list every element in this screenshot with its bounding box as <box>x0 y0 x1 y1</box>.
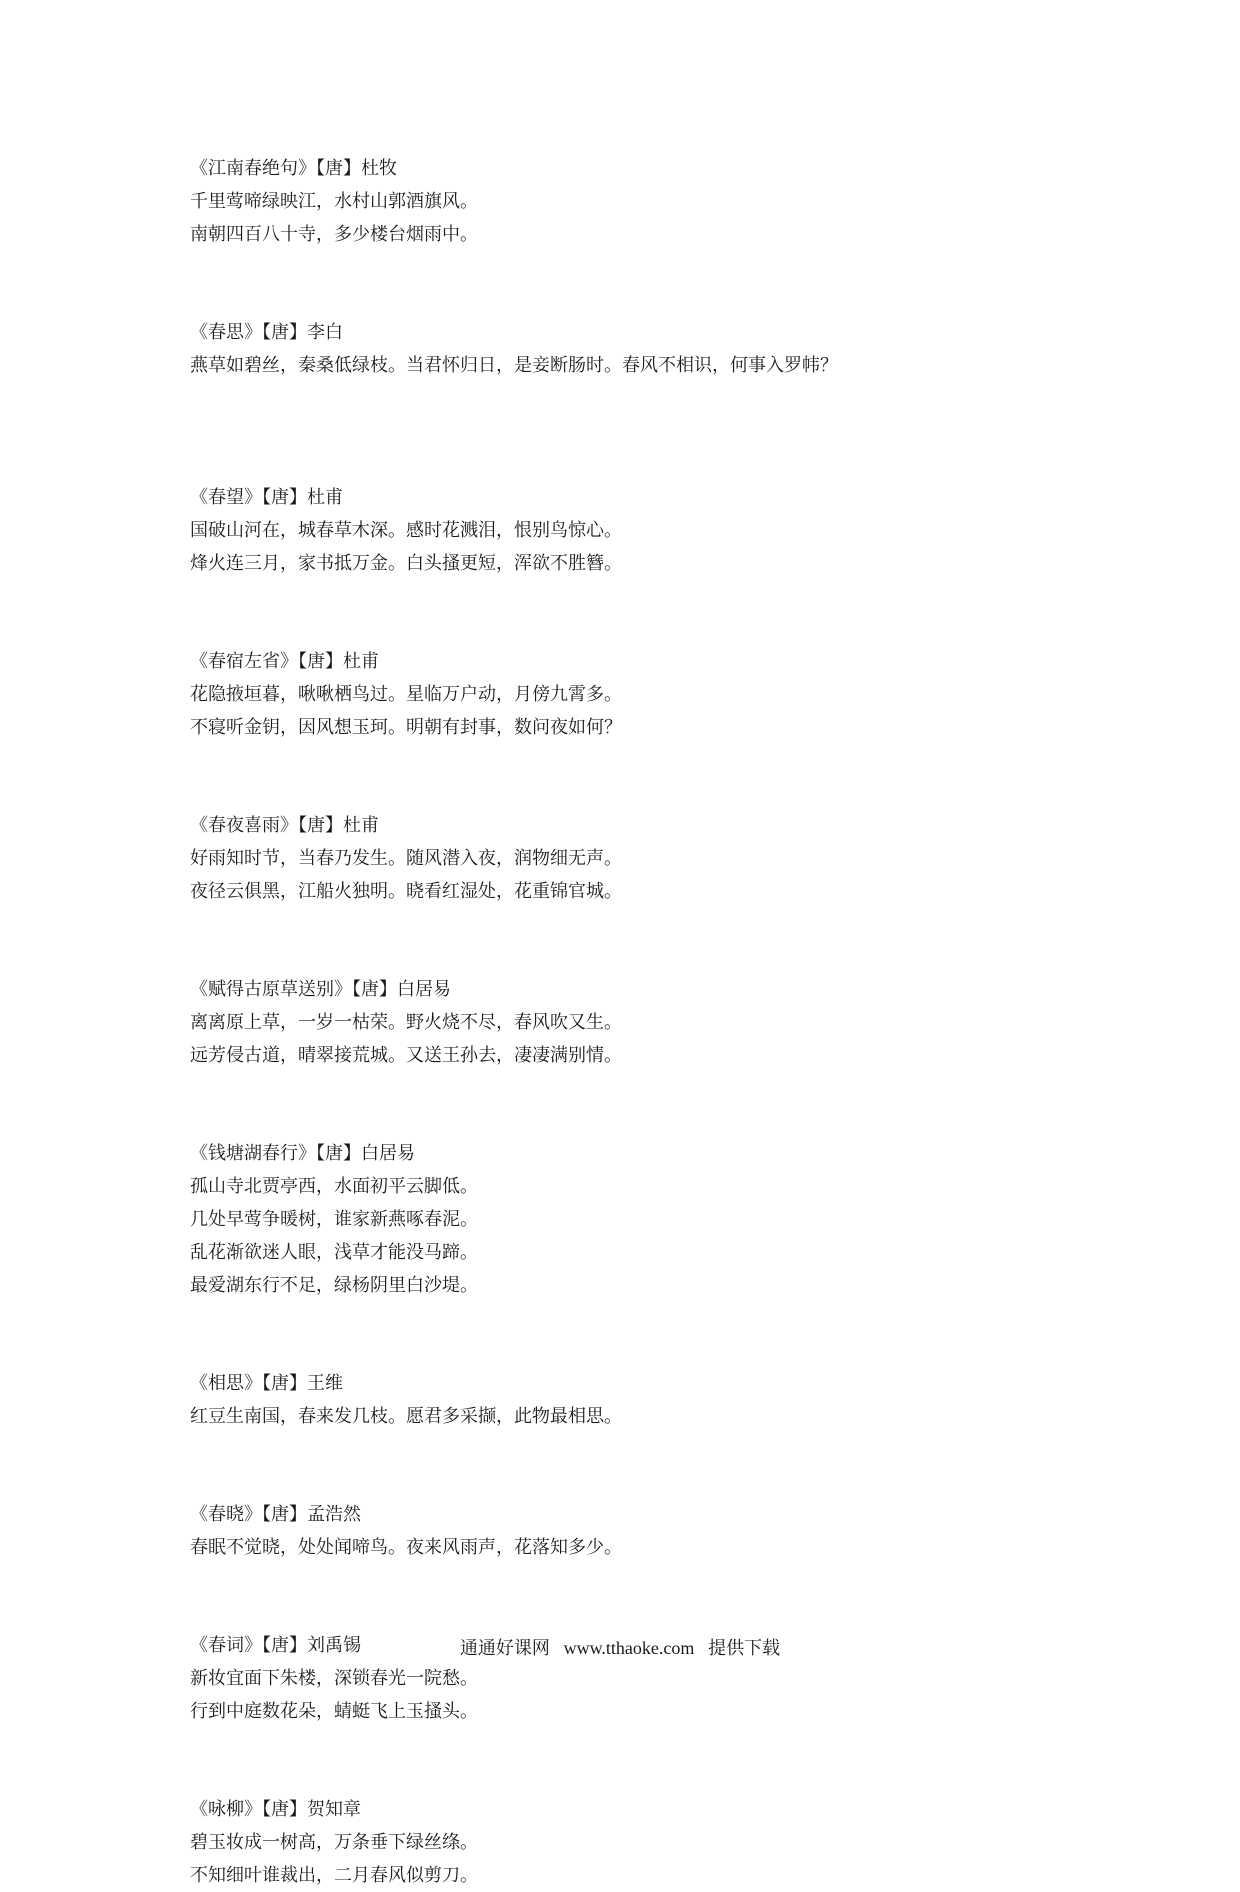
poem-title: 《春夜喜雨》【唐】杜甫 <box>190 815 379 836</box>
poem-spacer <box>190 1072 1170 1137</box>
footer-suffix: 提供下载 <box>708 1638 781 1659</box>
poem <box>190 1498 1170 1564</box>
poem <box>190 1137 1170 1302</box>
poem <box>190 316 1170 382</box>
poem-line: 国破山河在，城春草木深。感时花溅泪，恨别鸟惊心。 <box>190 520 622 541</box>
poem-line: 烽火连三月，家书抵万金。白头搔更短，浑欲不胜簪。 <box>190 553 622 574</box>
poem-line: 花隐掖垣暮，啾啾栖鸟过。星临万户动，月傍九霄多。 <box>190 684 622 705</box>
poem-line: 乱花渐欲迷人眼，浅草才能没马蹄。 <box>190 1242 478 1263</box>
poem-spacer <box>190 908 1170 973</box>
poem-line: 碧玉妆成一树高，万条垂下绿丝绦。 <box>190 1832 478 1853</box>
poem-line: 不知细叶谁裁出，二月春风似剪刀。 <box>190 1865 478 1886</box>
poem-line: 千里莺啼绿映江，水村山郭酒旗风。 <box>190 191 478 212</box>
poem-spacer <box>190 744 1170 809</box>
poem-title: 《江南春绝句》【唐】杜牧 <box>190 158 397 179</box>
poem <box>190 645 1170 744</box>
poem-title: 《钱塘湖春行》【唐】白居易 <box>190 1143 415 1164</box>
poem-spacer <box>190 580 1170 645</box>
poem-title: 《春词》【唐】刘禹锡 <box>190 1635 361 1656</box>
poem-line: 行到中庭数花朵，蜻蜓飞上玉搔头。 <box>190 1701 478 1722</box>
poem-spacer <box>190 1564 1170 1629</box>
poem <box>190 481 1170 580</box>
poem-spacer <box>190 1433 1170 1498</box>
poem-title: 《春宿左省》【唐】杜甫 <box>190 651 379 672</box>
poem-line: 几处早莺争暖树，谁家新燕啄春泥。 <box>190 1209 478 1230</box>
poem-title: 《春思》【唐】李白 <box>190 322 343 343</box>
poem-line: 新妆宜面下朱楼，深锁春光一院愁。 <box>190 1668 478 1689</box>
poem-title: 《赋得古原草送别》【唐】白居易 <box>190 979 451 1000</box>
poem <box>190 809 1170 908</box>
poem-line: 好雨知时节，当春乃发生。随风潜入夜，润物细无声。 <box>190 848 622 869</box>
poem-title: 《相思》【唐】王维 <box>190 1373 343 1394</box>
poem <box>190 1367 1170 1433</box>
poem-line: 燕草如碧丝，秦桑低绿枝。当君怀归日，是妾断肠时。春风不相识，何事入罗帏？ <box>190 355 838 376</box>
poem <box>190 973 1170 1072</box>
poem-line: 夜径云俱黑，江船火独明。晓看红湿处，花重锦官城。 <box>190 881 622 902</box>
poem-line: 不寝听金钥，因风想玉珂。明朝有封事，数问夜如何？ <box>190 717 622 738</box>
poem <box>190 152 1170 251</box>
poem-list <box>190 152 1170 1892</box>
poem-title: 《咏柳》【唐】贺知章 <box>190 1799 361 1820</box>
poem-spacer <box>190 382 1170 481</box>
page-footer <box>0 1634 1240 1663</box>
poem-line: 最爱湖东行不足，绿杨阴里白沙堤。 <box>190 1275 478 1296</box>
poem-line: 离离原上草，一岁一枯荣。野火烧不尽，春风吹又生。 <box>190 1012 622 1033</box>
poem <box>190 1793 1170 1892</box>
footer-site-name: 通通好课网 <box>459 1638 550 1659</box>
poem-line: 远芳侵古道，晴翠接荒城。又送王孙去，凄凄满别情。 <box>190 1045 622 1066</box>
poem-spacer <box>190 1728 1170 1793</box>
footer-url-link[interactable]: www.tthaoke.com <box>563 1638 695 1658</box>
poem-spacer <box>190 1302 1170 1367</box>
poem-line: 春眠不觉晓，处处闻啼鸟。夜来风雨声，花落知多少。 <box>190 1537 622 1558</box>
poem-line: 孤山寺北贾亭西，水面初平云脚低。 <box>190 1176 478 1197</box>
poem-line: 红豆生南国，春来发几枝。愿君多采撷，此物最相思。 <box>190 1406 622 1427</box>
poem-line: 南朝四百八十寺，多少楼台烟雨中。 <box>190 224 478 245</box>
poem-title: 《春晓》【唐】孟浩然 <box>190 1504 361 1525</box>
poem-title: 《春望》【唐】杜甫 <box>190 487 343 508</box>
poem-spacer <box>190 251 1170 316</box>
